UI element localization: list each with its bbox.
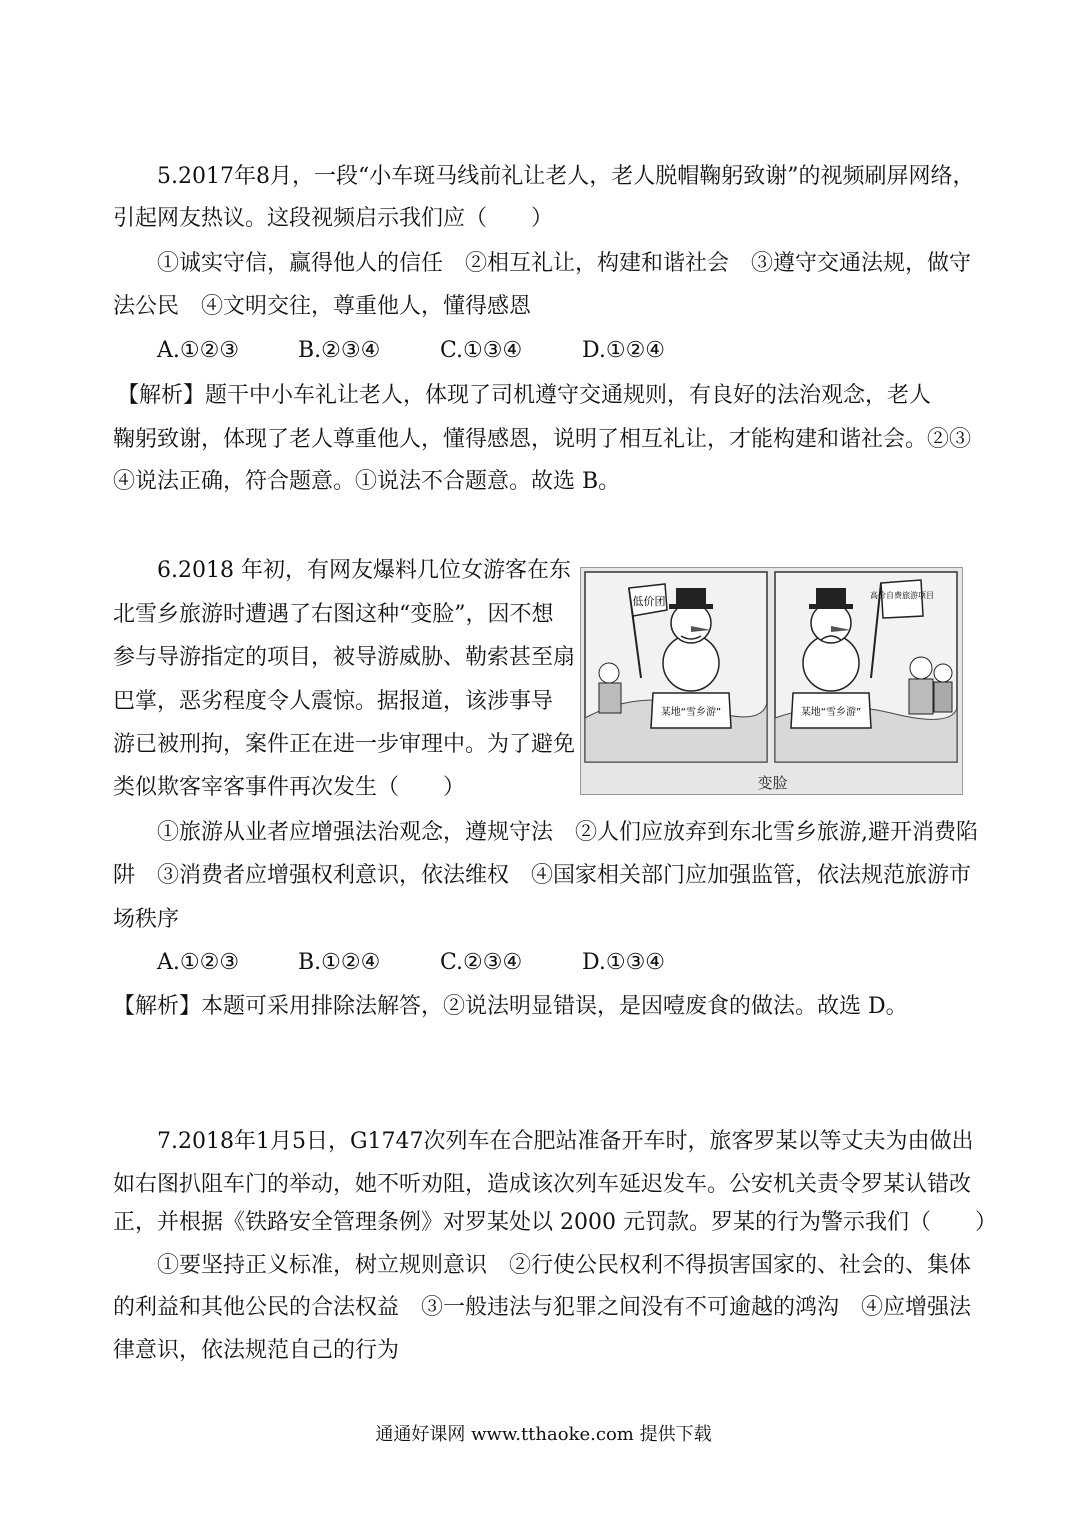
q6-options [157,948,717,978]
q7-choices-line2: 的利益和其他公民的合法权益 ③一般违法与犯罪之间没有不可逾越的鸿沟 ④应增强法 [113,1295,972,1320]
q5-options [157,336,717,366]
q6-stem-line6: 类似欺客宰客事件再次发生（ ） [113,775,466,800]
q7-stem-line3: 正，并根据《铁路安全管理条例》对罗某处以 2000 元罚款。罗某的行为警示我们（ ） [113,1210,997,1235]
q5-option-a: A.①②③ [157,338,240,363]
q5-option-c: C.①③④ [440,338,523,363]
q5-analysis-line2: 鞠躬致谢，体现了老人尊重他人，懂得感恩，说明了相互礼让，才能构建和谐社会。②③ [113,427,972,452]
q6-choices-line2: 阱 ③消费者应增强权利意识，依法维权 ④国家相关部门应加强监管，依法规范旅游市 [113,863,972,888]
q6-option-d: D.①③④ [582,950,666,975]
q6-stem-line4: 巴掌，恶劣程度令人震惊。据报道，该涉事导 [113,689,554,714]
q7-choices-line1: ①要坚持正义标准，树立规则意识 ②行使公民权利不得损害国家的、社会的、集体 [157,1253,972,1278]
q7-choices-line3: 律意识，依法规范自己的行为 [113,1338,400,1363]
q6-stem-line3: 参与导游指定的项目，被导游威胁、勒索甚至扇 [113,645,576,670]
q5-stem-line1: 5.2017年8月，一段“小车斑马线前礼让老人，老人脱帽鞠躬致谢”的视频刷屏网络， [157,164,975,189]
q5-choices-line2: 法公民 ④文明交往，尊重他人，懂得感恩 [113,294,532,319]
q6-stem-line2: 北雪乡旅游时遭遇了右图这种“变脸”，因不想 [113,602,554,627]
q5-stem-line2: 引起网友热议。这段视频启示我们应（ ） [113,206,554,231]
q6-option-c: C.②③④ [440,950,523,975]
cartoon-illustration [581,568,962,768]
q6-stem-line5: 游已被刑拘，案件正在进一步审理中。为了避免 [113,732,576,757]
q7-stem-line2: 如右图扒阻车门的举动，她不听劝阻，造成该次列车延迟发车。公安机关责令罗某认错改 [113,1172,972,1197]
cartoon-caption: 变脸 [757,774,788,792]
q5-option-d: D.①②④ [582,338,666,363]
q6-option-b: B.①②④ [298,950,381,975]
q5-analysis-line1: 【解析】题干中小车礼让老人，体现了司机遵守交通规则，有良好的法治观念，老人 [117,383,932,408]
q7-stem-line1: 7.2018年1月5日，G1747次列车在合肥站准备开车时，旅客罗某以等丈夫为由做出 [157,1129,974,1154]
q5-analysis-line3: ④说法正确，符合题意。①说法不合题意。故选 B。 [113,469,621,494]
q6-analysis-line1: 【解析】本题可采用排除法解答，②说法明显错误，是因噎废食的做法。故选 D。 [113,994,908,1019]
q6-choices-line3: 场秩序 [113,907,180,932]
q5-choices-line1: ①诚实守信，赢得他人的信任 ②相互礼让，构建和谐社会 ③遵守交通法规，做守 [157,251,972,276]
cartoon-flag-right: 高价自费旅游项目 [870,591,934,600]
q6-stem-line1: 6.2018 年初，有网友爆料几位女游客在东 [157,558,571,583]
q5-option-b: B.②③④ [298,338,381,363]
cartoon-sign-left: 某地“雪乡游” [660,707,722,718]
snowman-cartoon-image [580,567,963,795]
cartoon-sign-right: 某地“雪乡游” [800,707,862,718]
page-footer: 通通好课网 www.tthaoke.com 提供下载 [375,1424,712,1445]
q6-option-a: A.①②③ [157,950,240,975]
q6-choices-line1: ①旅游从业者应增强法治观念，遵规守法 ②人们应放弃到东北雪乡旅游,避开消费陷 [157,820,978,845]
cartoon-flag-left: 低价团 [632,595,666,608]
